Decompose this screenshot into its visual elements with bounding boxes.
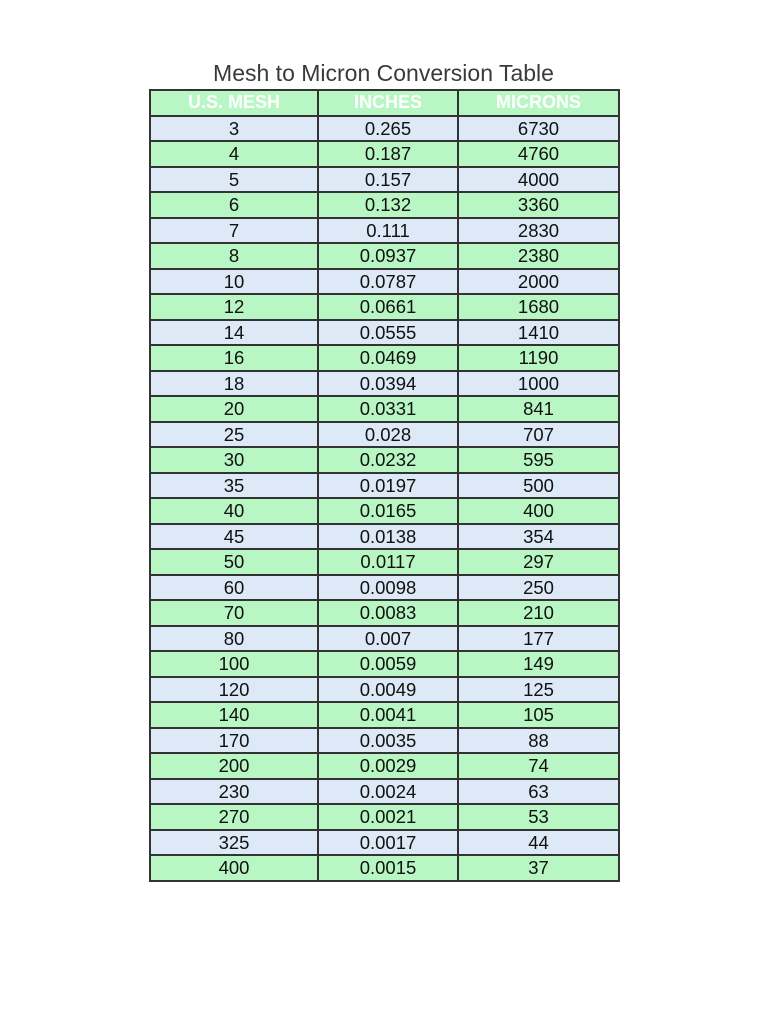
table-body — [150, 116, 619, 881]
table-row — [150, 804, 619, 830]
table-row — [150, 192, 619, 218]
microns-cell: 105 — [458, 702, 619, 728]
inches-cell: 0.265 — [318, 116, 458, 142]
inches-cell: 0.0035 — [318, 728, 458, 754]
microns-cell: 88 — [458, 728, 619, 754]
microns-cell: 1190 — [458, 345, 619, 371]
inches-cell: 0.0049 — [318, 677, 458, 703]
microns-cell: 297 — [458, 549, 619, 575]
microns-cell: 707 — [458, 422, 619, 448]
mesh-cell: 270 — [150, 804, 318, 830]
inches-cell: 0.028 — [318, 422, 458, 448]
table-row — [150, 651, 619, 677]
table-row — [150, 116, 619, 142]
inches-cell: 0.0469 — [318, 345, 458, 371]
mesh-cell: 6 — [150, 192, 318, 218]
table-row — [150, 524, 619, 550]
inches-cell: 0.0165 — [318, 498, 458, 524]
mesh-cell: 35 — [150, 473, 318, 499]
inches-cell: 0.0661 — [318, 294, 458, 320]
table-row — [150, 779, 619, 805]
microns-cell: 400 — [458, 498, 619, 524]
mesh-cell: 140 — [150, 702, 318, 728]
inches-cell: 0.0059 — [318, 651, 458, 677]
table-row — [150, 167, 619, 193]
table-row — [150, 447, 619, 473]
mesh-cell: 10 — [150, 269, 318, 295]
mesh-cell: 5 — [150, 167, 318, 193]
inches-cell: 0.0024 — [318, 779, 458, 805]
table-row — [150, 549, 619, 575]
mesh-cell: 170 — [150, 728, 318, 754]
inches-cell: 0.0394 — [318, 371, 458, 397]
table-row — [150, 575, 619, 601]
mesh-cell: 18 — [150, 371, 318, 397]
microns-cell: 1680 — [458, 294, 619, 320]
mesh-cell: 80 — [150, 626, 318, 652]
microns-cell: 3360 — [458, 192, 619, 218]
table-row — [150, 422, 619, 448]
table-row — [150, 473, 619, 499]
table-row — [150, 396, 619, 422]
inches-cell: 0.0083 — [318, 600, 458, 626]
table-row — [150, 830, 619, 856]
microns-cell: 595 — [458, 447, 619, 473]
microns-cell: 2000 — [458, 269, 619, 295]
microns-cell: 2830 — [458, 218, 619, 244]
table-row — [150, 626, 619, 652]
table-row — [150, 855, 619, 881]
inches-cell: 0.0331 — [318, 396, 458, 422]
table-header-row — [150, 90, 619, 116]
mesh-cell: 4 — [150, 141, 318, 167]
mesh-cell: 400 — [150, 855, 318, 881]
microns-cell: 53 — [458, 804, 619, 830]
microns-cell: 1410 — [458, 320, 619, 346]
mesh-cell: 25 — [150, 422, 318, 448]
mesh-cell: 16 — [150, 345, 318, 371]
mesh-cell: 50 — [150, 549, 318, 575]
table-row — [150, 345, 619, 371]
table-row — [150, 371, 619, 397]
mesh-cell: 40 — [150, 498, 318, 524]
inches-cell: 0.0098 — [318, 575, 458, 601]
mesh-cell: 70 — [150, 600, 318, 626]
microns-cell: 44 — [458, 830, 619, 856]
inches-cell: 0.157 — [318, 167, 458, 193]
mesh-cell: 30 — [150, 447, 318, 473]
microns-cell: 63 — [458, 779, 619, 805]
microns-cell: 4000 — [458, 167, 619, 193]
mesh-cell: 14 — [150, 320, 318, 346]
inches-cell: 0.0117 — [318, 549, 458, 575]
mesh-cell: 3 — [150, 116, 318, 142]
inches-cell: 0.0029 — [318, 753, 458, 779]
mesh-cell: 200 — [150, 753, 318, 779]
inches-cell: 0.0015 — [318, 855, 458, 881]
inches-cell: 0.0021 — [318, 804, 458, 830]
inches-cell: 0.111 — [318, 218, 458, 244]
microns-cell: 37 — [458, 855, 619, 881]
table-row — [150, 498, 619, 524]
mesh-cell: 100 — [150, 651, 318, 677]
microns-cell: 2380 — [458, 243, 619, 269]
microns-cell: 6730 — [458, 116, 619, 142]
mesh-cell: 60 — [150, 575, 318, 601]
inches-cell: 0.0232 — [318, 447, 458, 473]
inches-cell: 0.0041 — [318, 702, 458, 728]
microns-cell: 250 — [458, 575, 619, 601]
mesh-cell: 8 — [150, 243, 318, 269]
inches-cell: 0.0555 — [318, 320, 458, 346]
microns-cell: 125 — [458, 677, 619, 703]
table-row — [150, 677, 619, 703]
table-row — [150, 728, 619, 754]
microns-cell: 500 — [458, 473, 619, 499]
inches-cell: 0.187 — [318, 141, 458, 167]
table-title: Mesh to Micron Conversion Table — [213, 60, 554, 86]
microns-cell: 210 — [458, 600, 619, 626]
table-row — [150, 753, 619, 779]
microns-cell: 177 — [458, 626, 619, 652]
inches-cell: 0.0937 — [318, 243, 458, 269]
header-inches: INCHES — [318, 90, 458, 116]
header-us-mesh: U.S. MESH — [150, 90, 318, 116]
microns-cell: 841 — [458, 396, 619, 422]
table-row — [150, 702, 619, 728]
mesh-cell: 230 — [150, 779, 318, 805]
inches-cell: 0.0138 — [318, 524, 458, 550]
table-row — [150, 243, 619, 269]
table-row — [150, 294, 619, 320]
table-row — [150, 320, 619, 346]
mesh-cell: 325 — [150, 830, 318, 856]
microns-cell: 354 — [458, 524, 619, 550]
table-row — [150, 600, 619, 626]
mesh-cell: 20 — [150, 396, 318, 422]
mesh-cell: 7 — [150, 218, 318, 244]
inches-cell: 0.0197 — [318, 473, 458, 499]
microns-cell: 149 — [458, 651, 619, 677]
header-microns: MICRONS — [458, 90, 619, 116]
table-row — [150, 141, 619, 167]
inches-cell: 0.0787 — [318, 269, 458, 295]
table-row — [150, 218, 619, 244]
microns-cell: 4760 — [458, 141, 619, 167]
table-row — [150, 269, 619, 295]
microns-cell: 74 — [458, 753, 619, 779]
conversion-table — [149, 89, 620, 882]
mesh-cell: 12 — [150, 294, 318, 320]
microns-cell: 1000 — [458, 371, 619, 397]
inches-cell: 0.007 — [318, 626, 458, 652]
inches-cell: 0.0017 — [318, 830, 458, 856]
mesh-cell: 45 — [150, 524, 318, 550]
mesh-cell: 120 — [150, 677, 318, 703]
inches-cell: 0.132 — [318, 192, 458, 218]
